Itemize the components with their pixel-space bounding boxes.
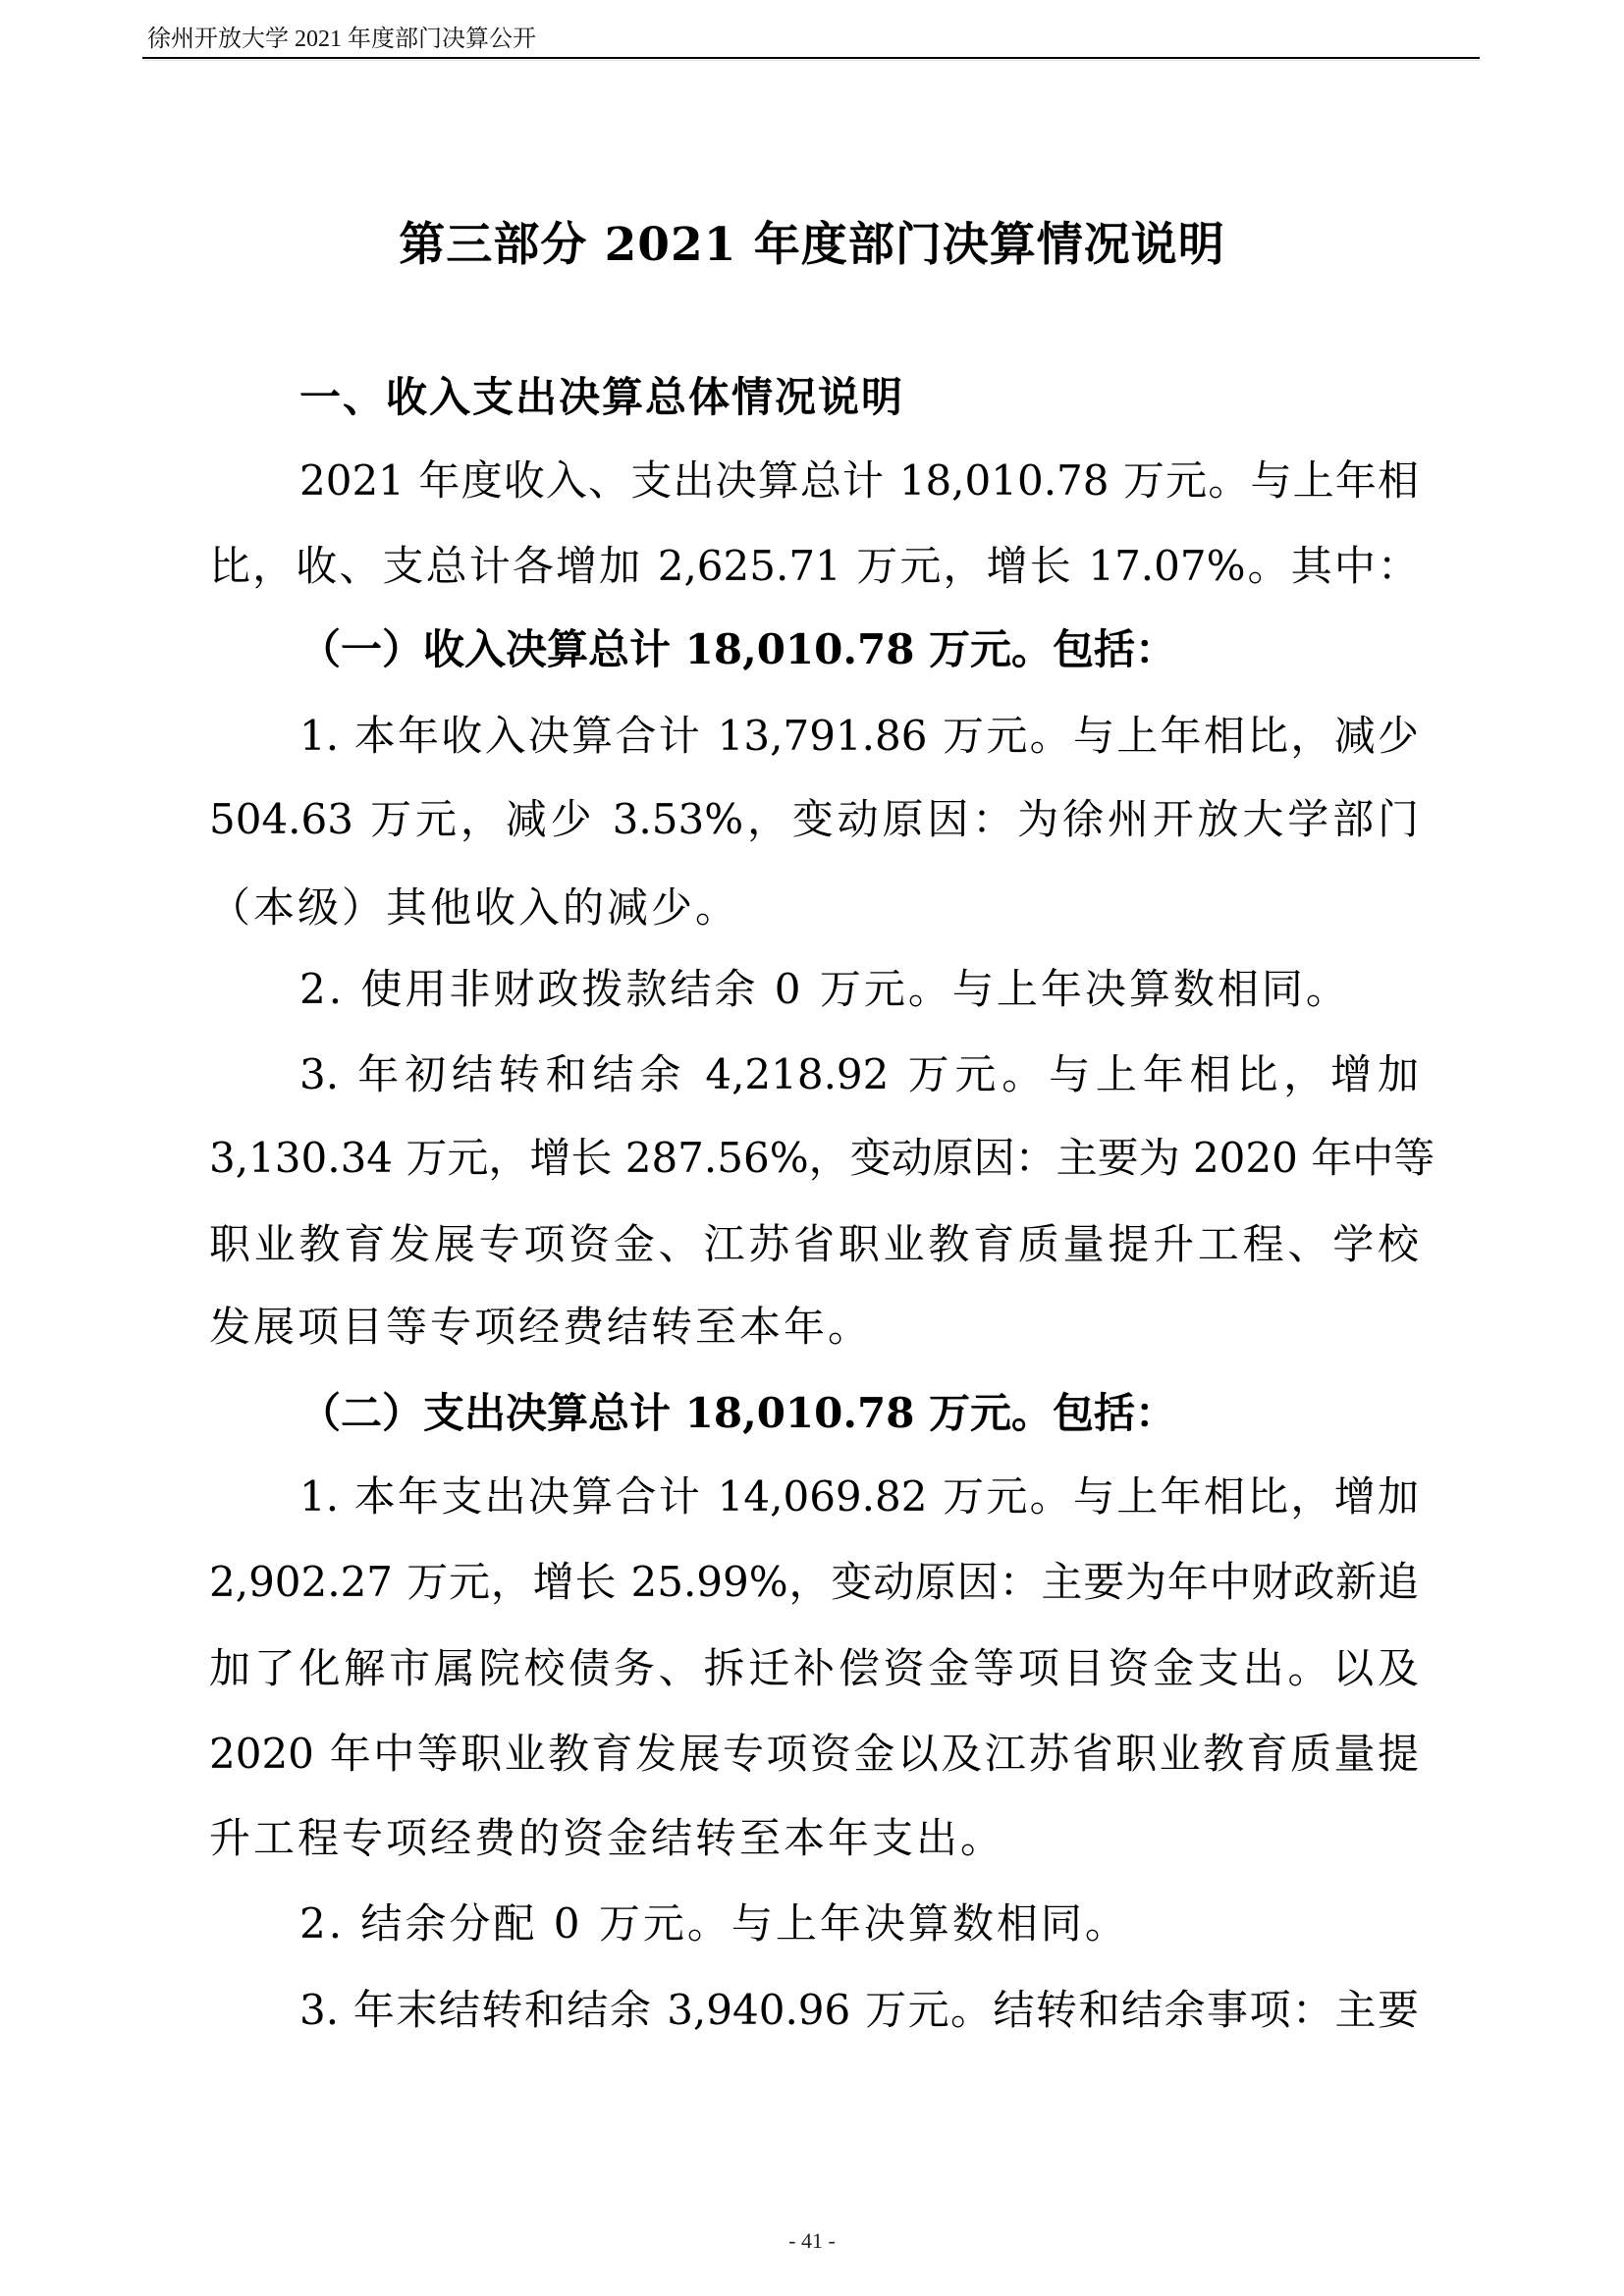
paragraph-line: 3. 年初结转和结余 4,218.92 万元。与上年相比，增加 (299, 1050, 1419, 1098)
running-header-text: 徐州开放大学 2021 年度部门决算公开 (147, 27, 536, 52)
paragraph-line: 3,130.34 万元，增长 287.56%，变动原因：主要为 2020 年中等 (209, 1134, 1435, 1182)
paragraph-line: 2021 年度收入、支出决算总计 18,010.78 万元。与上年相 (299, 456, 1419, 505)
income-subheading: （一）收入决算总计 18,010.78 万元。包括： (299, 625, 1177, 673)
page-number: - 41 - (788, 2228, 836, 2253)
paragraph-line: 职业教育发展专项资金、江苏省职业教育质量提升工程、学校 (209, 1220, 1419, 1268)
section-heading: 一、收入支出决算总体情况说明 (299, 373, 905, 421)
paragraph-line: 发展项目等专项经费结转至本年。 (209, 1303, 873, 1351)
paragraph-line: 2020 年中等职业教育发展专项资金以及江苏省职业教育质量提 (209, 1730, 1419, 1778)
paragraph-line: 2. 结余分配 0 万元。与上年决算数相同。 (299, 1899, 1129, 1948)
paragraph-line: 加了化解市属院校债务、拆迁补偿资金等项目资金支出。以及 (209, 1644, 1419, 1692)
paragraph-line: 1. 本年支出决算合计 14,069.82 万元。与上年相比，增加 (299, 1472, 1419, 1521)
expenditure-subheading: （二）支出决算总计 18,010.78 万元。包括： (299, 1389, 1177, 1437)
header-rule-shadow (142, 60, 1480, 61)
header-rule (142, 57, 1480, 59)
paragraph-line: 升工程专项经费的资金结转至本年支出。 (209, 1814, 1005, 1862)
paragraph-line: 504.63 万元，减少 3.53%，变动原因：为徐州开放大学部门 (209, 795, 1419, 843)
paragraph-line: （本级）其他收入的减少。 (209, 883, 740, 932)
paragraph-line: 1. 本年收入决算合计 13,791.86 万元。与上年相比，减少 (299, 712, 1419, 760)
page-title: 第三部分 2021 年度部门决算情况说明 (399, 218, 1225, 272)
paragraph-line: 比，收、支总计各增加 2,625.71 万元，增长 17.07%。其中： (209, 542, 1419, 590)
paragraph-line: 2,902.27 万元，增长 25.99%，变动原因：主要为年中财政新追 (209, 1558, 1419, 1606)
paragraph-line: 2. 使用非财政拨款结余 0 万元。与上年决算数相同。 (299, 965, 1350, 1013)
paragraph-line: 3. 年末结转和结余 3,940.96 万元。结转和结余事项：主要 (299, 1986, 1419, 2034)
